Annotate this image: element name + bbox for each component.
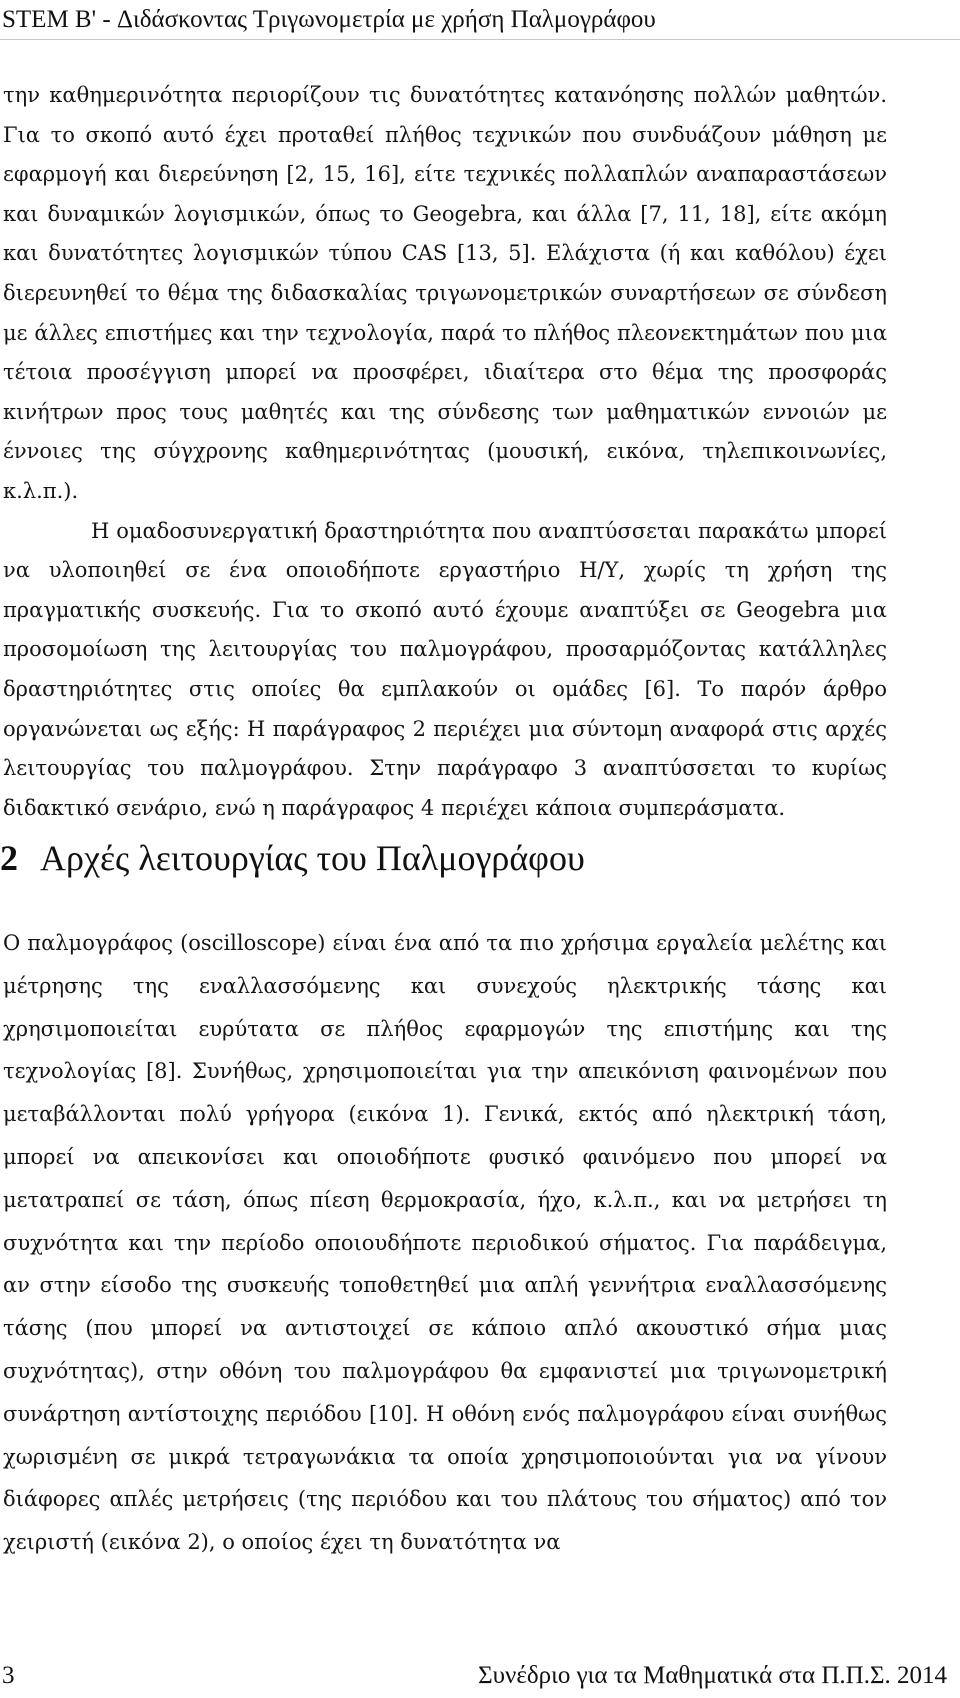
section-number: 2 (0, 838, 18, 878)
intro-paragraph-continued: την καθημερινότητα περιορίζουν τις δυνατότητες κατανόησης πολλών μαθητών. Για το σκοπό αυτό έχει προταθεί πλήθος τεχνικών που συνδυάζουν μάθηση με εφαρμογή και διερεύνηση [2, 15, 16], είτε τεχνικές πολλαπλών αναπαραστάσεων και δυναμικών λογισμικών, όπως το Geogebra, και άλλα [7, 11, 18], είτε ακόμη και δυνατότητες λογισμικών τύπου CAS [13, 5]. Ελάχιστα (ή και καθόλου) έχει διερευνηθεί το θέμα της διδασκαλίας τριγωνομετρικών συναρτήσεων σε σύνδεση με άλλες επιστήμες και την τεχνολογία, παρά το πλήθος πλεονεκτημάτων που μια τέτοια προσέγγιση μπορεί να προσφέρει, ιδιαίτερα στο θέμα της προσφοράς κινήτρων προς τους μαθητές και της σύνδεσης των μαθηματικών εννοιών με έννοιες της σύγχρονης καθημερινότητας (μουσική, εικόνα, τηλεπικοινωνίες, κ.λ.π.). (3, 83, 887, 503)
intro-text-block (3, 76, 887, 828)
section-paragraph: Ο παλμογράφος (oscilloscope) είναι ένα από τα πιο χρήσιμα εργαλεία μελέτης και μέτρησης της εναλλασσόμενης και συνεχούς ηλεκτρικής τάσης και χρησιμοποιείται ευρύτατα σε πλήθος εφαρμογών της επιστήμης και της τεχνολογίας [8]. Συνήθως, χρησιμοποιείται για την απεικόνιση φαινομένων που μεταβάλλονται πολύ γρήγορα (εικόνα 1). Γενικά, εκτός από ηλεκτρική τάση, μπορεί να απεικονίσει και οποιοδήποτε φυσικό φαινόμενο που μπορεί να μετατραπεί σε τάση, όπως πίεση θερμοκρασία, ήχο, κ.λ.π., και να μετρήσει τη συχνότητα και την περίοδο οποιουδήποτε περιοδικού σήματος. Για παράδειγμα, αν στην είσοδο της συσκευής τοποθετηθεί μια απλή γεννήτρια εναλλασσόμενης τάσης (που μπορεί να αντιστοιχεί σε κάποιο απλό ακουστικό σήμα μιας συχνότητας), στην οθόνη του παλμογράφου θα εμφανιστεί μια τριγωνομετρική συνάρτηση αντίστοιχης περιόδου [10]. Η οθόνη ενός παλμογράφου είναι συνήθως χωρισμένη σε μικρά τετραγωνάκια τα οποία χρησιμοποιούνται για να γίνουν διάφορες απλές μετρήσεις (της περιόδου και του πλάτους του σήματος) από τον χειριστή (εικόνα 2), ο οποίος έχει τη δυνατότητα να (3, 931, 887, 1555)
header-divider (0, 39, 960, 40)
section-title: Αρχές λειτουργίας του Παλμογράφου (40, 838, 585, 878)
footer-page-number: 3 (2, 1662, 15, 1689)
running-header-title: STEM B' - Διδάσκοντας Τριγωνομετρία με χρήση Παλμογράφου (2, 6, 656, 33)
intro-paragraph-activity: Η ομαδοσυνεργατική δραστηριότητα που αναπτύσσεται παρακάτω μπορεί να υλοποιηθεί σε ένα οποιοδήποτε εργαστήριο Η/Υ, χωρίς τη χρήση της πραγματικής συσκευής. Για το σκοπό αυτό έχουμε αναπτύξει σε Geogebra μια προσομοίωση της λειτουργίας του παλμογράφου, προσαρμόζοντας κατάλληλες δραστηριότητες στις οποίες θα εμπλακούν οι ομάδες [6]. Το παρόν άρθρο οργανώνεται ως εξής: Η παράγραφος 2 περιέχει μια σύντομη αναφορά στις αρχές λειτουργίας του παλμογράφου. Στην παράγραφο 3 αναπτύσσεται το κυρίως διδακτικό σενάριο, ενώ η παράγραφος 4 περιέχει κάποια συμπεράσματα. (3, 518, 887, 820)
section-text-block (3, 922, 887, 1564)
page-footer (0, 1659, 947, 1693)
footer-conference-name: Συνέδριο για τα Μαθηματικά στα Π.Π.Σ. 2014 (478, 1662, 947, 1689)
section-heading (0, 834, 585, 882)
